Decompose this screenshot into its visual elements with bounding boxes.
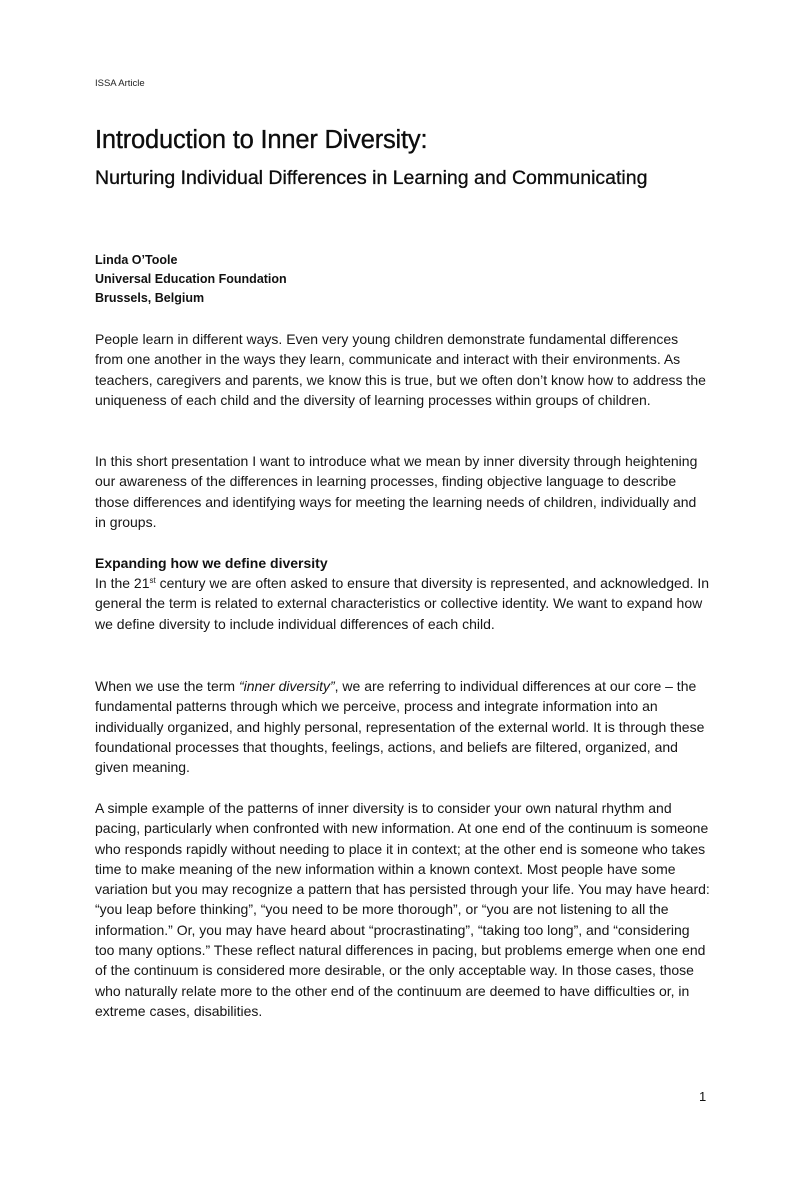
section-heading: Expanding how we define diversity [95, 555, 328, 571]
author-block [95, 251, 287, 308]
paragraph-text-part: In the 21 [95, 575, 150, 591]
paragraph-text-part: , we are referring to individual differences at our core – the fundamental patterns through which we perceive, process and integrate information into an individually organized, and highly personal, representation of the external world. It is through these foundational processes that thoughts, feelings, actions, and beliefs are filtered, organized, and given meaning. [95, 678, 705, 776]
paragraph-text [95, 573, 710, 634]
page-title: Introduction to Inner Diversity: [95, 126, 428, 154]
paragraph-intro [95, 329, 710, 410]
paragraph-text: People learn in different ways. Even very young children demonstrate fundamental differences from one another in the ways they learn, communicate and interact with their environments. As teachers, caregivers and parents, we know this is true, but we often don’t know how to address the uniqueness of each child and the diversity of learning processes within groups of children. [95, 331, 706, 408]
page-subtitle: Nurturing Individual Differences in Learning and Communicating [95, 167, 648, 189]
page-number: 1 [699, 1089, 707, 1104]
paragraph-text-part: When we use the term [95, 678, 239, 694]
paragraph-text: In this short presentation I want to introduce what we mean by inner diversity through heightening our awareness of the differences in learning processes, finding objective language to describe those differences and identifying ways for meeting the learning needs of children, individually and in groups. [95, 453, 698, 530]
paragraph-text: A simple example of the patterns of inner diversity is to consider your own natural rhythm and pacing, particularly when confronted with new information. At one end of the continuum is someone who responds rapidly without needing to place it in context; at the other end is someone who takes time to make meaning of the new information within a known context. Most people have some variation but you may recognize a pattern that has persisted through your life. You may have heard: “you leap before thinking”, “you need to be more thorough”, or “you are not listening to all the information.” Or, you may have heard about “procrastinating”, “taking too long”, and “considering too many options.” These reflect natural differences in pacing, but problems emerge when one end of the continuum is considered more desirable, or the only acceptable way. In those cases, those who naturally relate more to the other end of the continuum are deemed to have difficulties or, in extreme cases, disabilities. [95, 800, 710, 1019]
ordinal-superscript: st [149, 576, 156, 585]
paragraph-expanding-diversity [95, 573, 710, 634]
running-header: ISSA Article [95, 78, 145, 89]
paragraph-pacing-example [95, 798, 710, 1021]
paragraph-presentation [95, 451, 710, 532]
emphasized-term: “inner diversity” [238, 678, 335, 694]
author-name: Linda O’Toole [95, 253, 178, 267]
paragraph-text-part: century we are often asked to ensure that diversity is represented, and acknowledged. In general the term is related to external characteristics or collective identity. We want to expand how we define diversity to include individual differences of each child. [95, 575, 710, 632]
paragraph-text [95, 676, 710, 777]
paragraph-inner-diversity-term [95, 676, 710, 777]
author-location: Brussels, Belgium [95, 291, 205, 305]
author-organization: Universal Education Foundation [95, 272, 287, 286]
